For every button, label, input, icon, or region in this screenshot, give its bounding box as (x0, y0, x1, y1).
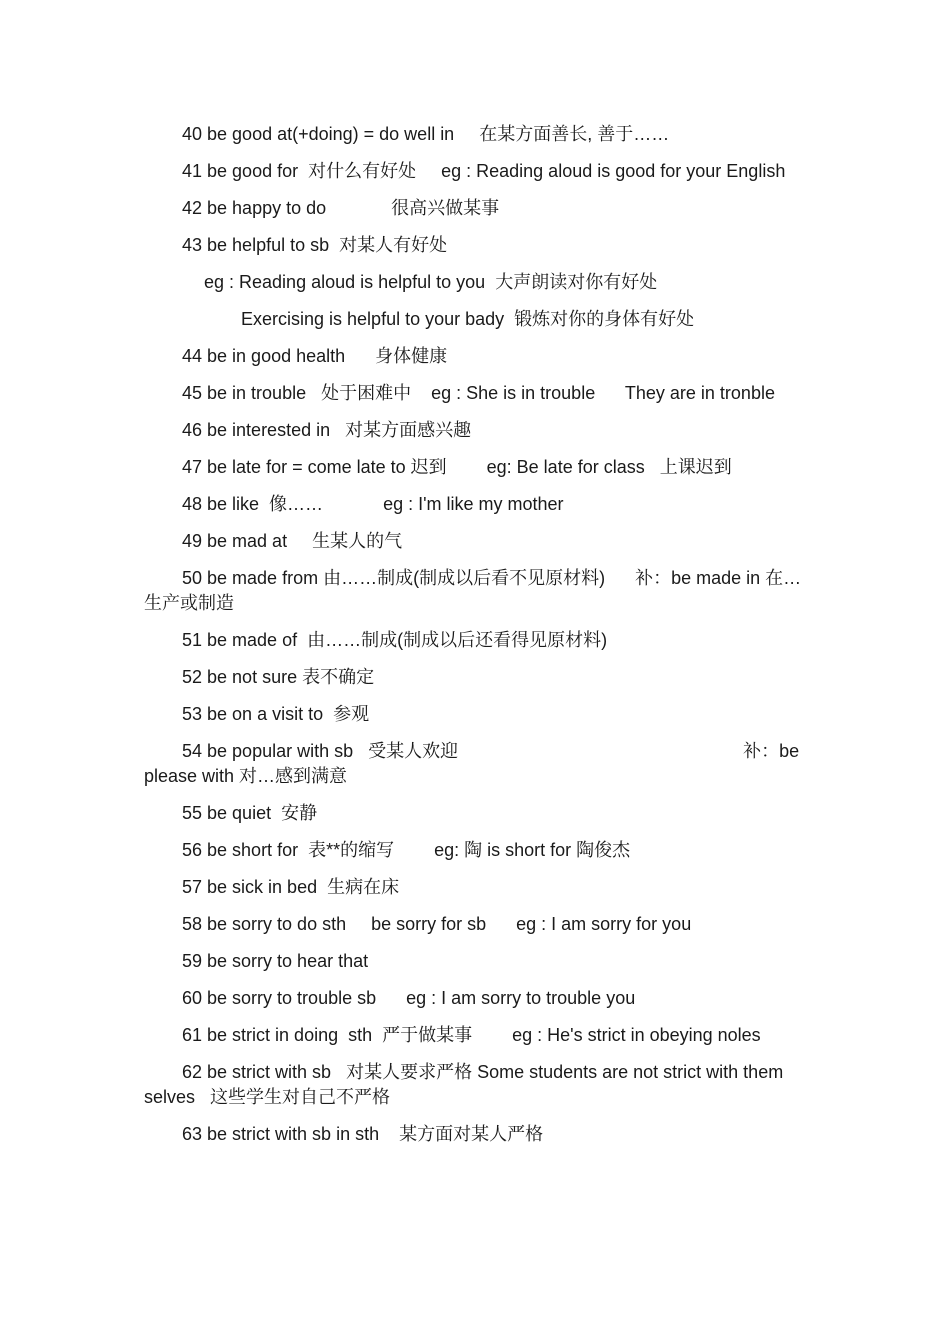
phrase-entry: 53 be on a visit to 参观 (182, 704, 370, 724)
phrase-entry: 51 be made of 由……制成(制成以后还看得见原材料) (182, 630, 608, 650)
phrase-entry: eg : Reading aloud is helpful to you 大声朗读对你有好处 (204, 272, 658, 292)
phrase-entry: 54 be popular with sb 受某人欢迎 补：be please with 对…感到满意 (144, 741, 805, 786)
phrase-entry: 52 be not sure 表不确定 (182, 667, 375, 687)
phrase-entry: 63 be strict with sb in sth 某方面对某人严格 (182, 1124, 544, 1144)
phrase-entry: 58 be sorry to do sth be sorry for sb eg : I am sorry for you (182, 914, 692, 934)
phrase-entry: 60 be sorry to trouble sb eg : I am sorry to trouble you (182, 988, 636, 1008)
phrase-entry: 48 be like 像…… eg : I'm like my mother (182, 494, 564, 514)
phrase-list (144, 122, 814, 1147)
document-page (144, 122, 814, 1159)
phrase-entry: 44 be in good health 身体健康 (182, 346, 448, 366)
phrase-entry: 45 be in trouble 处于困难中 eg : She is in trouble They are in tronble (182, 383, 775, 403)
phrase-entry: 57 be sick in bed 生病在床 (182, 877, 400, 897)
phrase-entry: 47 be late for = come late to 迟到 eg: Be late for class 上课迟到 (182, 457, 732, 477)
phrase-entry: 61 be strict in doing sth 严于做某事 eg : He's strict in obeying noles (182, 1025, 761, 1045)
phrase-entry: 46 be interested in 对某方面感兴趣 (182, 420, 472, 440)
phrase-entry: 59 be sorry to hear that (182, 951, 369, 971)
phrase-entry: Exercising is helpful to your bady 锻炼对你的身体有好处 (241, 309, 695, 329)
phrase-entry: 42 be happy to do 很高兴做某事 (182, 198, 500, 218)
phrase-entry: 40 be good at(+doing) = do well in 在某方面善长, 善于…… (182, 124, 670, 144)
phrase-entry: 62 be strict with sb 对某人要求严格 Some students are not strict with them selves 这些学生对自己不严格 (144, 1062, 789, 1107)
phrase-entry: 56 be short for 表**的缩写 eg: 陶 is short for 陶俊杰 (182, 840, 631, 860)
phrase-entry: 55 be quiet 安静 (182, 803, 318, 823)
phrase-entry: 41 be good for 对什么有好处 eg : Reading aloud is good for your English (182, 161, 786, 181)
phrase-entry: 49 be mad at 生某人的气 (182, 531, 403, 551)
phrase-entry: 50 be made from 由……制成(制成以后看不见原材料) 补：be made in 在…生产或制造 (144, 568, 802, 613)
phrase-entry: 43 be helpful to sb 对某人有好处 (182, 235, 448, 255)
